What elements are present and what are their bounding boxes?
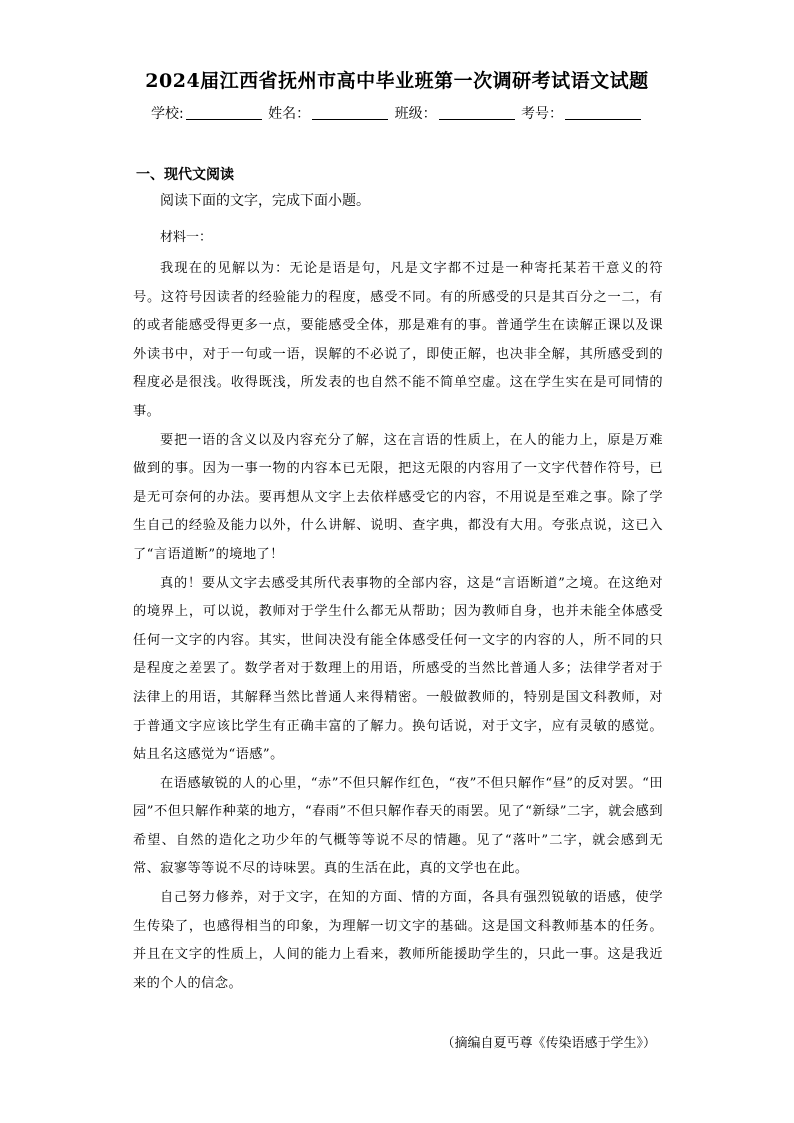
passage-paragraph: 要把一语的含义以及内容充分了解，这在言语的性质上，在人的能力上，原是万难做到的事。因为一事一物的内容本已无限，把这无限的内容用了一文字代替作符号，已是无可奈何的办法。要再想从文字上去依样感受它的内容，不用说是至难之事。除了学生自己的经验及能力以外，什么讲解、说明、查字典，都没有大用。夸张点说，这已入了“言语道断”的境地了！ <box>133 432 663 562</box>
student-info-line <box>0 103 794 123</box>
passage-body <box>133 255 663 998</box>
name-blank[interactable] <box>312 105 388 120</box>
exam-number-blank[interactable] <box>565 105 641 120</box>
passage-paragraph: 我现在的见解以为：无论是语是句，凡是文字都不过是一种寄托某若干意义的符号。这符号因读者的经验能力的程度，感受不同。有的所感受的只是其百分之一二，有的或者能感受得更多一点，要能感受全体，那是难有的事。普通学生在读解正课以及课外读书中，对于一句或一语，误解的不必说了，即使正解，也决非全解，其所感受到的程度必是很浅。收得既浅，所发表的也自然不能不简单空虚。这在学生实在是可同情的事。 <box>133 261 663 419</box>
exam-number-label: 考号： <box>521 106 564 122</box>
section-instruction: 阅读下面的文字，完成下面小题。 <box>160 193 370 209</box>
school-label: 学校: <box>150 106 184 122</box>
class-label: 班级： <box>394 106 437 122</box>
exam-title: 2024届江西省抚州市高中毕业班第一次调研考试语文试题 <box>145 70 649 92</box>
material-label: 材料一： <box>160 230 213 245</box>
section-heading: 一、现代文阅读 <box>136 167 234 183</box>
passage-paragraph: 自己努力修养，对于文字，在知的方面、情的方面，各具有强烈锐敏的语感，使学生传染了，也感得相当的印象，为理解一切文字的基础。这是国文科教师基本的任务。并且在文字的性质上，人间的能力上看来，教师所能援助学生的，只此一事。这是我近来的个人的信念。 <box>133 890 663 991</box>
class-blank[interactable] <box>439 105 515 120</box>
passage-paragraph: 在语感敏锐的人的心里，“赤”不但只解作红色，“夜”不但只解作“昼”的反对罢。“田园”不但只解作种菜的地方，“春雨”不但只解作春天的雨罢。见了“新绿”二字，就会感到希望、自然的造化之功少年的气概等等说不尽的情趣。见了“落叶”二字，就会感到无常、寂寥等等说不尽的诗味罢。真的生活在此，真的文学也在此。 <box>133 775 663 877</box>
name-label: 姓名： <box>268 106 311 122</box>
passage-source: （摘编自夏丐尊《传染语感于学生》） <box>441 1036 656 1051</box>
school-blank[interactable] <box>186 105 262 120</box>
passage-paragraph: 真的！要从文字去感受其所代表事物的全部内容，这是“言语断道”之境。在这绝对的境界上，可以说，教师对于学生什么都无从帮助；因为教师自身，也并未能全体感受任何一文字的内容。其实，世间决没有能全体感受任何一文字的内容的人，所不同的只是程度之差罢了。数学者对于数理上的用语，所感受的当然比普通人多；法律学者对于法律上的用语，其解释当然比普通人来得精密。一般做教师的，特别是国文科教师，对于普通文字应该比学生有正确丰富的了解力。换句话说，对于文字，应有灵敏的感觉。姑且名这感觉为“语感”。 <box>133 575 663 763</box>
